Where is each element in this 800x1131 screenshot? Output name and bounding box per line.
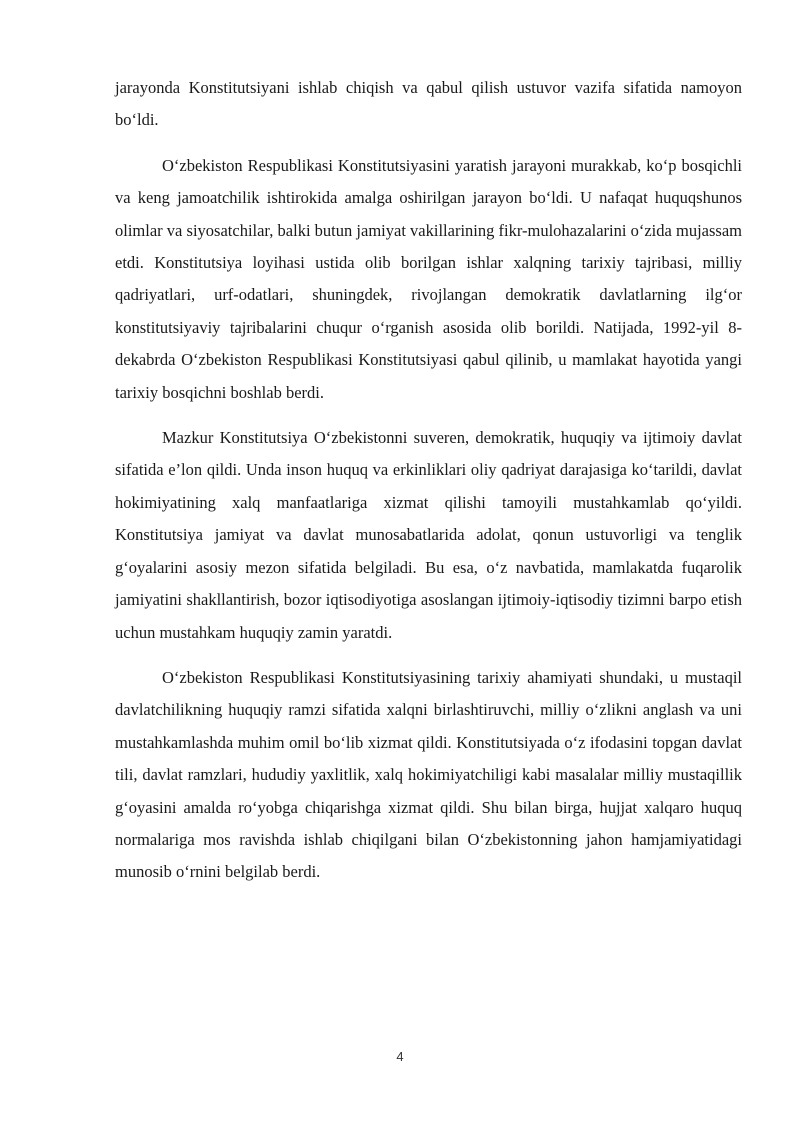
paragraph-continuation: jarayonda Konstitutsiyani ishlab chiqish va qabul qilish ustuvor vazifa sifatida namoyon bo‘ldi. [115,78,742,130]
body-text [115,72,742,889]
paragraph-constitution-creation: O‘zbekiston Respublikasi Konstitutsiyasini yaratish jarayoni murakkab, ko‘p bosqichli va keng jamoatchilik ishtirokida amalga oshirilgan jarayon bo‘ldi. U nafaqat huquqshunos olimlar va siyosatchilar, balki butun jamiyat vakillarining fikr-mulohazalarini o‘zida mujassam etdi. Konstitutsiya loyihasi ustida olib borilgan ishlar xalqning tarixiy tajribasi, milliy qadriyatlari, urf-odatlari, shuningdek, rivojlangan demokratik davlatlarning ilg‘or konstitutsiyaviy tajribalarini chuqur o‘rganish asosida olib borildi. Natijada, 1992-yil 8-dekabrda O‘zbekiston Respublikasi Konstitutsiyasi qabul qilinib, u mamlakat hayotida yangi tarixiy bosqichni boshlab berdi. [115,155,742,402]
paragraph-constitution-principles: Mazkur Konstitutsiya O‘zbekistonni suveren, demokratik, huquqiy va ijtimoiy davlat sifatida e’lon qildi. Unda inson huquq va erkinliklari oliy qadriyat darajasiga ko‘tarildi, davlat hokimiyatining xalq manfaatlariga xizmat qilishi tamoyili mustahkamlab qo‘yildi. Konstitutsiya jamiyat va davlat munosabatlarida adolat, qonun ustuvorligi va tenglik g‘oyalarini asosiy mezon sifatida belgiladi. Bu esa, o‘z navbatida, mamlakatda fuqarolik jamiyatini shakllantirish, bozor iqtisodiyotiga asoslangan ijtimoiy-iqtisodiy tizimni barpo etish uchun mustahkam huquqiy zamin yaratdi. [115,428,742,642]
page-number: 4 [396,1049,404,1064]
paragraph-historical-significance: O‘zbekiston Respublikasi Konstitutsiyasining tarixiy ahamiyati shundaki, u mustaqil davlatchilikning huquqiy ramzi sifatida xalqni birlashtiruvchi, milliy o‘zlikni anglash va uni mustahkamlashda muhim omil bo‘lib xizmat qildi. Konstitutsiyada o‘z ifodasini topgan davlat tili, davlat ramzlari, hududiy yaxlitlik, xalq hokimiyatchiligi kabi masalalar milliy mustaqillik g‘oyasini amalda ro‘yobga chiqarishga xizmat qildi. Shu bilan birga, hujjat xalqaro huquq normalariga mos ravishda ishlab chiqilgani bilan O‘zbekistonning jahon hamjamiyatidagi munosib o‘rnini belgilab berdi. [115,667,742,882]
